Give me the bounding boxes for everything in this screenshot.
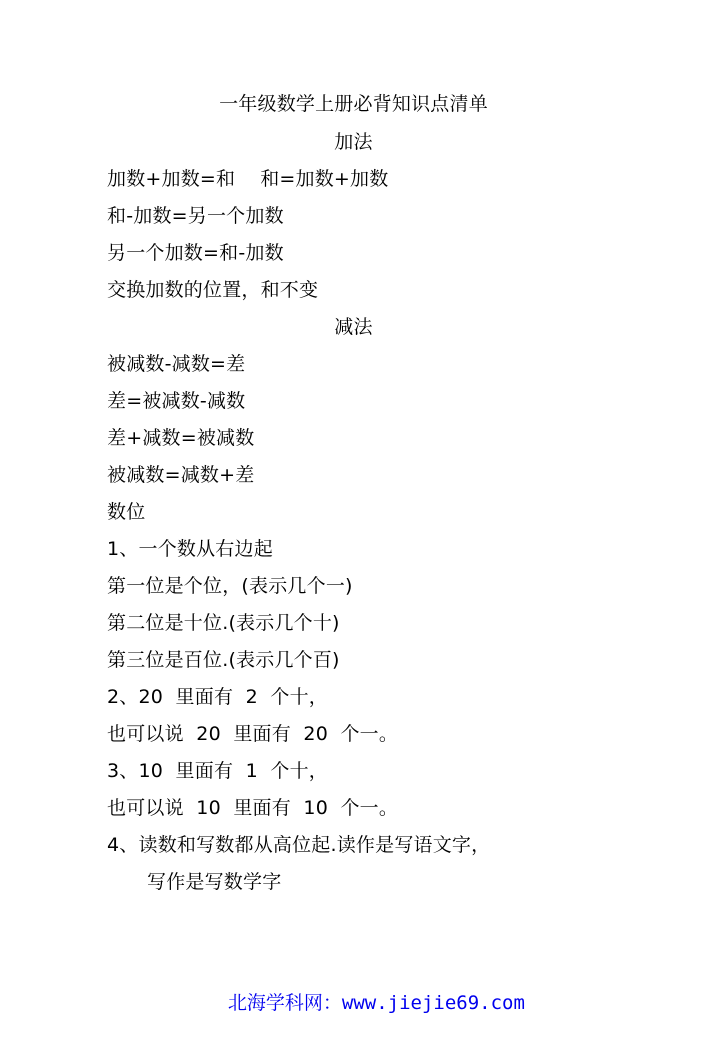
footer-watermark (0, 964, 707, 1042)
place-value-line-1: 1、一个数从右边起 (107, 538, 273, 560)
place-value-line-8: 也可以说 10 里面有 10 个一。 (107, 797, 399, 819)
subtraction-line-4: 被减数=减数+差 (107, 464, 255, 486)
footer-url-link[interactable]: www.jiejie69.com (341, 992, 525, 1014)
section-heading-place-value: 数位 (107, 501, 146, 523)
addition-line-1: 加数+加数=和 和=加数+加数 (107, 168, 389, 190)
subtraction-line-1: 被减数-减数=差 (107, 353, 246, 375)
place-value-line-9: 4、读数和写数都从高位起.读作是写语文字， (107, 834, 491, 856)
place-value-line-6: 也可以说 20 里面有 20 个一。 (107, 723, 399, 745)
addition-line-3: 另一个加数=和-加数 (107, 242, 284, 264)
document-title: 一年级数学上册必背知识点清单 (219, 93, 488, 115)
place-value-line-5: 2、20 里面有 2 个十， (107, 686, 328, 708)
addition-line-4: 交换加数的位置，和不变 (107, 279, 319, 301)
place-value-line-2: 第一位是个位，(表示几个一) (107, 575, 353, 597)
subtraction-line-3: 差+减数=被减数 (107, 427, 255, 449)
addition-line-2: 和-加数=另一个加数 (107, 205, 284, 227)
subtraction-line-2: 差=被减数-减数 (107, 390, 246, 412)
section-heading-subtraction: 减法 (334, 316, 373, 338)
footer-label: 北海学科网： (227, 992, 342, 1014)
place-value-continuation: 写作是写数学字 (147, 871, 282, 893)
place-value-line-7: 3、10 里面有 1 个十， (107, 760, 328, 782)
section-heading-addition: 加法 (334, 131, 373, 153)
place-value-line-3: 第二位是十位.(表示几个十) (107, 612, 340, 634)
place-value-line-4: 第三位是百位.(表示几个百) (107, 649, 340, 671)
